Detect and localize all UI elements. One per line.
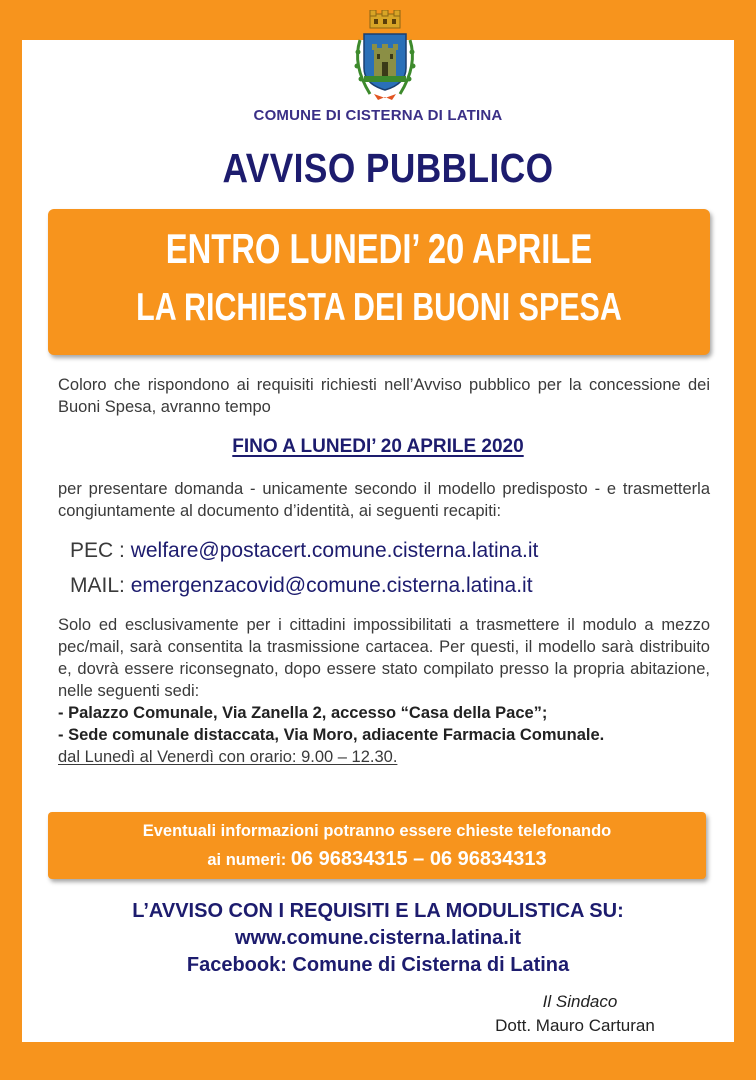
banner-line-1: ENTRO LUNEDI’ 20 APRILE	[165, 225, 593, 272]
deadline-text: FINO A LUNEDI’ 20 APRILE 2020	[232, 436, 524, 457]
location-2: - Sede comunale distaccata, Via Moro, adiacente Farmacia Comunale.	[58, 726, 605, 744]
deadline-banner	[48, 209, 710, 355]
footer-heading: L’AVVISO CON I REQUISITI E LA MODULISTICA SU:	[132, 900, 624, 922]
pec-label: PEC :	[70, 539, 125, 562]
location-1: - Palazzo Comunale, Via Zanella 2, accesso “Casa della Pace”;	[58, 704, 548, 722]
info-prefix: ai numeri:	[207, 851, 287, 869]
info-phone-line	[48, 848, 706, 871]
info-text: Eventuali informazioni potranno essere chieste telefonando	[142, 822, 612, 840]
coat-of-arms-icon	[350, 10, 420, 102]
signature-name: Dott. Mauro Carturan	[495, 1016, 655, 1035]
mail-contact	[70, 574, 533, 598]
phone-numbers[interactable]: 06 96834315 – 06 96834313	[290, 848, 547, 870]
website-link[interactable]: www.comune.cisterna.latina.it	[235, 927, 521, 949]
info-banner	[48, 812, 706, 879]
office-hours: dal Lunedì al Venerdì con orario: 9.00 – 12.30.	[58, 748, 398, 766]
paper-submission-section	[58, 614, 710, 768]
municipality-name: COMUNE DI CISTERNA DI LATINA	[253, 107, 503, 124]
pec-contact	[70, 539, 538, 563]
facebook-link[interactable]: Facebook: Comune di Cisterna di Latina	[186, 954, 570, 976]
instructions-paragraph: per presentare domanda - unicamente secondo il modello predisposto - e trasmetterla congiuntamente al documento d’identità, ai seguenti recapiti:	[58, 480, 710, 520]
banner-line-2: LA RICHIESTA DEI BUONI SPESA	[136, 286, 622, 329]
pec-address-link[interactable]: welfare@postacert.comune.cisterna.latina.it	[130, 539, 539, 562]
signature-role: Il Sindaco	[542, 992, 618, 1011]
mail-address-link[interactable]: emergenzacovid@comune.cisterna.latina.it	[130, 574, 533, 597]
paper-submission-text: Solo ed esclusivamente per i cittadini impossibilitati a trasmettere il modulo a mezzo pec/mail, sarà consentita la trasmissione cartacea. Per questi, il modello sarà distribuito e, dovrà essere riconsegnato, dopo essere stato compilato presso la propria abitazione, nelle seguenti sedi:	[58, 616, 710, 700]
deadline-line	[0, 436, 756, 458]
intro-paragraph: Coloro che rispondono ai requisiti richiesti nell’Avviso pubblico per la concessione dei Buoni Spesa, avranno tempo	[58, 376, 710, 416]
mail-label: MAIL:	[70, 574, 125, 597]
page-title: AVVISO PUBBLICO	[222, 145, 554, 191]
